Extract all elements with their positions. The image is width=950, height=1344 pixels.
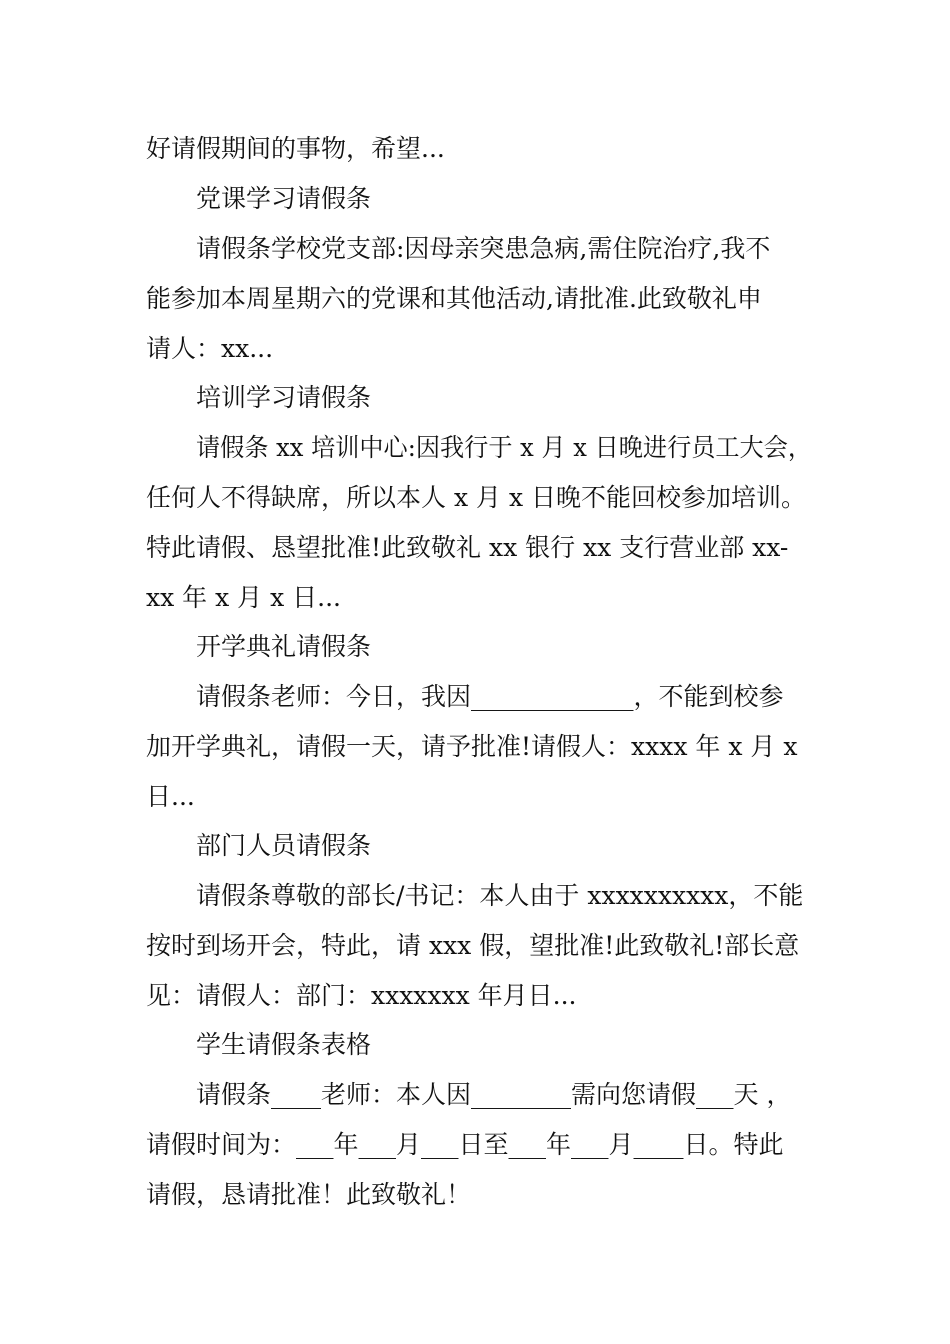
section-line: 请人：xx... <box>146 334 274 363</box>
section-line: 任何人不得缺席，所以本人 x 月 x 日晚不能回校参加培训。 <box>146 483 806 512</box>
section-heading-opening-ceremony: 开学典礼请假条 <box>196 632 372 661</box>
section-heading-party-class: 党课学习请假条 <box>196 184 372 213</box>
section-line: 按时到场开会，特此，请 xxx 假，望批准!此致敬礼!部长意 <box>146 931 800 960</box>
section-line: 请假条老师：今日，我因_____________，不能到校参 <box>196 682 784 711</box>
section-line: 请假，恳请批准！此致敬礼！ <box>146 1180 472 1209</box>
section-line: 请假条学校党支部:因母亲突患急病,需住院治疗,我不 <box>196 234 771 263</box>
section-line: 请假条 xx 培训中心:因我行于 x 月 x 日晚进行员工大会， <box>196 433 813 462</box>
section-line: 能参加本周星期六的党课和其他活动,请批准.此致敬礼申 <box>146 284 762 313</box>
section-line: 日... <box>146 782 195 811</box>
section-line: 加开学典礼，请假一天，请予批准!请假人：xxxx 年 x 月 x <box>146 732 798 761</box>
section-line: xx 年 x 月 x 日... <box>146 583 341 612</box>
section-heading-student-form: 学生请假条表格 <box>196 1030 372 1059</box>
section-heading-department-staff: 部门人员请假条 <box>196 831 372 860</box>
section-line: 请假条____老师：本人因________需向您请假___天 ， <box>196 1080 792 1109</box>
intro-tail-text: 好请假期间的事物，希望... <box>146 134 445 163</box>
section-heading-training: 培训学习请假条 <box>196 383 372 412</box>
section-line: 见：请假人：部门：xxxxxxx 年月日... <box>146 981 577 1010</box>
section-line: 特此请假、恳望批准!此致敬礼 xx 银行 xx 支行营业部 xx- <box>146 533 789 562</box>
section-line: 请假条尊敬的部长/书记：本人由于 xxxxxxxxxx，不能 <box>196 881 804 910</box>
section-line: 请假时间为：___年___月___日至___年___月____日。特此 <box>146 1130 784 1159</box>
